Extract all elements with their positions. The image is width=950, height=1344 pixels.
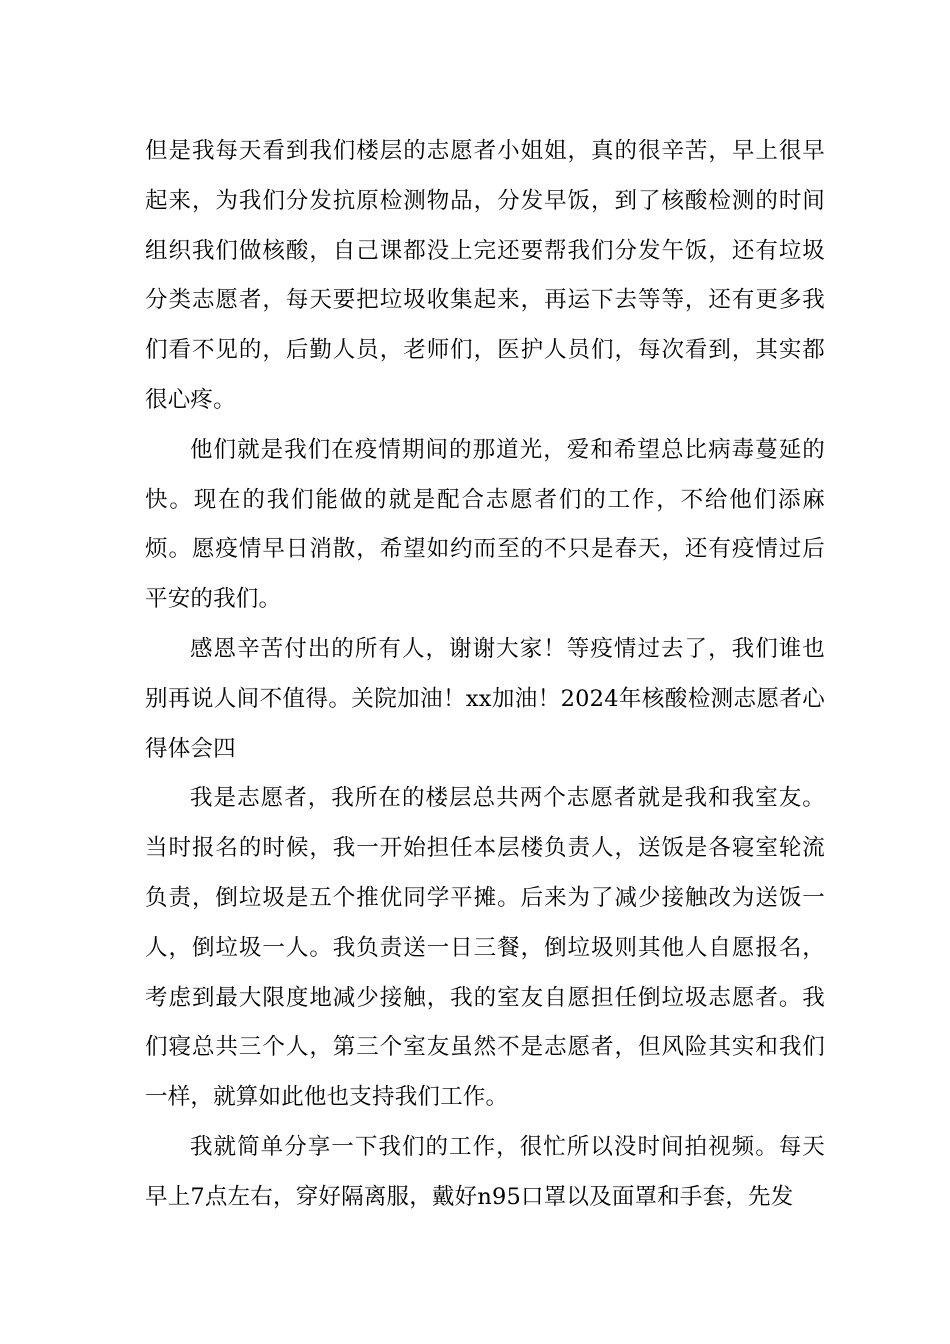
paragraph-4: 我是志愿者，我所在的楼层总共两个志愿者就是我和我室友。当时报名的时候，我一开始担任本层楼负责人，送饭是各寝室轮流负责，倒垃圾是五个推优同学平摊。后来为了减少接触改为送饭一人，倒垃圾一人。我负责送一日三餐，倒垃圾则其他人自愿报名，考虑到最大限度地减少接触，我的室友自愿担任倒垃圾志愿者。我们寝总共三个人，第三个室友虽然不是志愿者，但风险其实和我们一样，就算如此他也支持我们工作。 — [145, 785, 825, 1111]
paragraph-1: 但是我每天看到我们楼层的志愿者小姐姐，真的很辛苦，早上很早起来，为我们分发抗原检测物品，分发早饭，到了核酸检测的时间组织我们做核酸，自己课都没上完还要帮我们分发午饭，还有垃圾分类志愿者，每天要把垃圾收集起来，再运下去等等，还有更多我们看不见的，后勤人员，老师们，医护人员们，每次看到，其实都很心疼。 — [145, 138, 825, 413]
paragraph-2: 他们就是我们在疫情期间的那道光，爱和希望总比病毒蔓延的快。现在的我们能做的就是配合志愿者们的工作，不给他们添麻烦。愿疫情早日消散，希望如约而至的不只是春天，还有疫情过后平安的我们。 — [145, 436, 825, 613]
document-body — [145, 127, 825, 1223]
paragraph-5: 我就简单分享一下我们的工作，很忙所以没时间拍视频。每天早上7点左右，穿好隔离服，戴好n95口罩以及面罩和手套，先发 — [145, 1133, 825, 1210]
paragraph-3: 感恩辛苦付出的所有人，谢谢大家！等疫情过去了，我们谁也别再说人间不值得。关院加油！xx加油！2024年核酸检测志愿者心得体会四 — [145, 635, 825, 762]
